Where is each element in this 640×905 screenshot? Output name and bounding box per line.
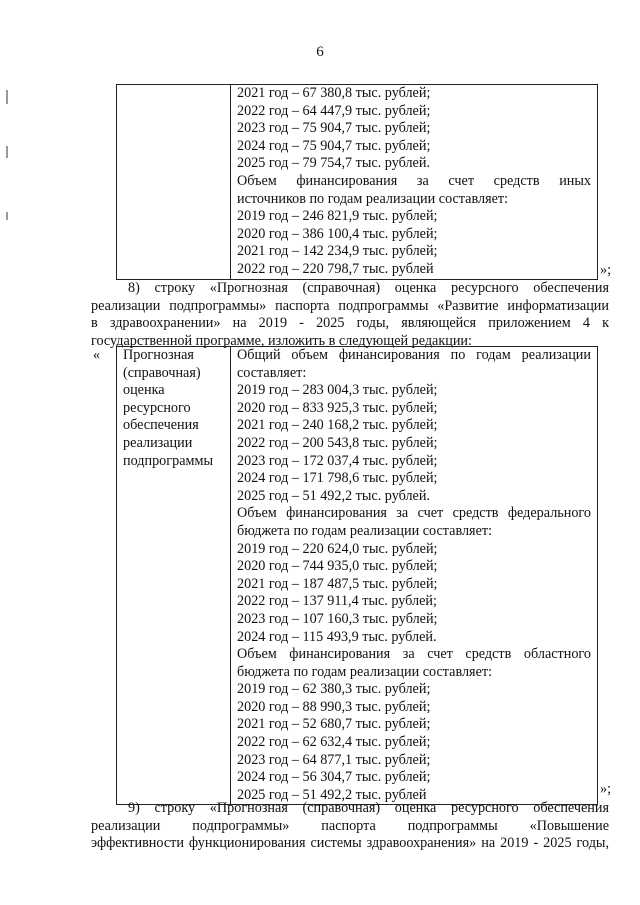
table2-line: 2023 год – 107 160,3 тыс. рублей;: [237, 610, 438, 627]
funding-table-continued: [116, 84, 598, 280]
paragraph-8-line: в здравоохранении» на 2019 - 2025 годы, являющейся приложением 4 к: [91, 315, 609, 332]
table2-line: 2020 год – 833 925,3 тыс. рублей;: [237, 399, 438, 416]
paragraph-8-line: государственной программе, изложить в следующей редакции:: [91, 332, 472, 349]
table2-label-line: реализации: [123, 434, 193, 451]
paragraph-9-line: эффективности функционирования системы здравоохранения» на 2019 - 2025 годы,: [91, 835, 609, 852]
table2-label-cell: [117, 347, 231, 805]
table1-line: Объем финансирования за счет средств иных: [237, 172, 591, 189]
table2-label-line: подпрограммы: [123, 452, 213, 469]
table1-line: 2024 год – 75 904,7 тыс. рублей;: [237, 137, 431, 154]
table1-line: 2022 год – 64 447,9 тыс. рублей;: [237, 102, 431, 119]
paragraph-8: [91, 280, 609, 350]
table2-values-cell: [231, 347, 598, 805]
closing-quote: »;: [600, 781, 612, 797]
table1-line: 2019 год – 246 821,9 тыс. рублей;: [237, 208, 438, 225]
table1-empty-label-cell: [117, 85, 231, 280]
table2-line: 2022 год – 137 911,4 тыс. рублей;: [237, 593, 437, 610]
table2-line: Объем финансирования за счет средств областного: [237, 646, 591, 663]
table2-line: составляет:: [237, 364, 307, 381]
table2-line: 2019 год – 283 004,3 тыс. рублей;: [237, 382, 438, 399]
table2-line: 2024 год – 171 798,6 тыс. рублей;: [237, 470, 438, 487]
table2-label-line: (справочная): [123, 364, 201, 381]
table2-line: Объем финансирования за счет средств федерального: [237, 505, 591, 522]
scan-margin-mark: [6, 146, 8, 158]
table1-values-cell: [231, 85, 598, 280]
table1-line: 2021 год – 142 234,9 тыс. рублей;: [237, 243, 438, 260]
opening-quote: «: [93, 347, 101, 363]
table2-line: 2025 год – 51 492,2 тыс. рублей: [237, 786, 427, 803]
paragraph-8-line: 8) строку «Прогнозная (справочная) оценка ресурсного обеспечения: [128, 280, 609, 296]
paragraph-8-line: реализации подпрограммы» паспорта подпрограммы «Развитие информатизации: [91, 297, 609, 314]
table1-line: 2025 год – 79 754,7 тыс. рублей.: [237, 155, 430, 172]
table2-line: 2019 год – 220 624,0 тыс. рублей;: [237, 540, 438, 557]
page-number: 6: [316, 44, 324, 60]
table2-line: 2021 год – 52 680,7 тыс. рублей;: [237, 716, 431, 733]
table2-line: 2022 год – 62 632,4 тыс. рублей;: [237, 734, 431, 751]
funding-table: [116, 346, 598, 805]
table1-line: 2022 год – 220 798,7 тыс. рублей: [237, 260, 434, 277]
closing-quote: »;: [600, 262, 612, 278]
table2-line: 2023 год – 172 037,4 тыс. рублей;: [237, 452, 438, 469]
table1-line: 2021 год – 67 380,8 тыс. рублей;: [237, 85, 431, 101]
table1-line: 2023 год – 75 904,7 тыс. рублей;: [237, 120, 431, 137]
table2-line: 2024 год – 56 304,7 тыс. рублей;: [237, 769, 431, 786]
table2-label-line: ресурсного: [123, 399, 191, 416]
scan-margin-mark: [6, 90, 8, 104]
table2-line: бюджета по годам реализации составляет:: [237, 663, 493, 680]
table1-line: источников по годам реализации составляет:: [237, 190, 509, 207]
table2-label-line: оценка: [123, 382, 165, 399]
paragraph-9: [91, 800, 609, 853]
table2-line: 2020 год – 88 990,3 тыс. рублей;: [237, 698, 431, 715]
scan-margin-mark: [6, 212, 8, 220]
table2-line: бюджета по годам реализации составляет:: [237, 522, 493, 539]
table2-line: 2021 год – 187 487,5 тыс. рублей;: [237, 575, 438, 592]
table2-line: 2024 год – 115 493,9 тыс. рублей.: [237, 628, 437, 645]
table2-line: 2019 год – 62 380,3 тыс. рублей;: [237, 681, 431, 698]
table2-line: 2023 год – 64 877,1 тыс. рублей;: [237, 751, 431, 768]
table2-line: 2025 год – 51 492,2 тыс. рублей.: [237, 487, 430, 504]
table2-line: 2022 год – 200 543,8 тыс. рублей;: [237, 434, 438, 451]
table2-line: Общий объем финансирования по годам реализации: [237, 347, 591, 363]
table1-line: 2020 год – 386 100,4 тыс. рублей;: [237, 225, 438, 242]
table2-label-line: Прогнозная: [123, 347, 194, 363]
table2-line: 2021 год – 240 168,2 тыс. рублей;: [237, 417, 438, 434]
paragraph-9-line: реализации подпрограммы» паспорта подпрограммы «Повышение: [91, 817, 609, 834]
paragraph-9-line: 9) строку «Прогнозная (справочная) оценка ресурсного обеспечения: [128, 800, 609, 816]
table2-label-line: обеспечения: [123, 417, 199, 434]
table2-line: 2020 год – 744 935,0 тыс. рублей;: [237, 558, 438, 575]
